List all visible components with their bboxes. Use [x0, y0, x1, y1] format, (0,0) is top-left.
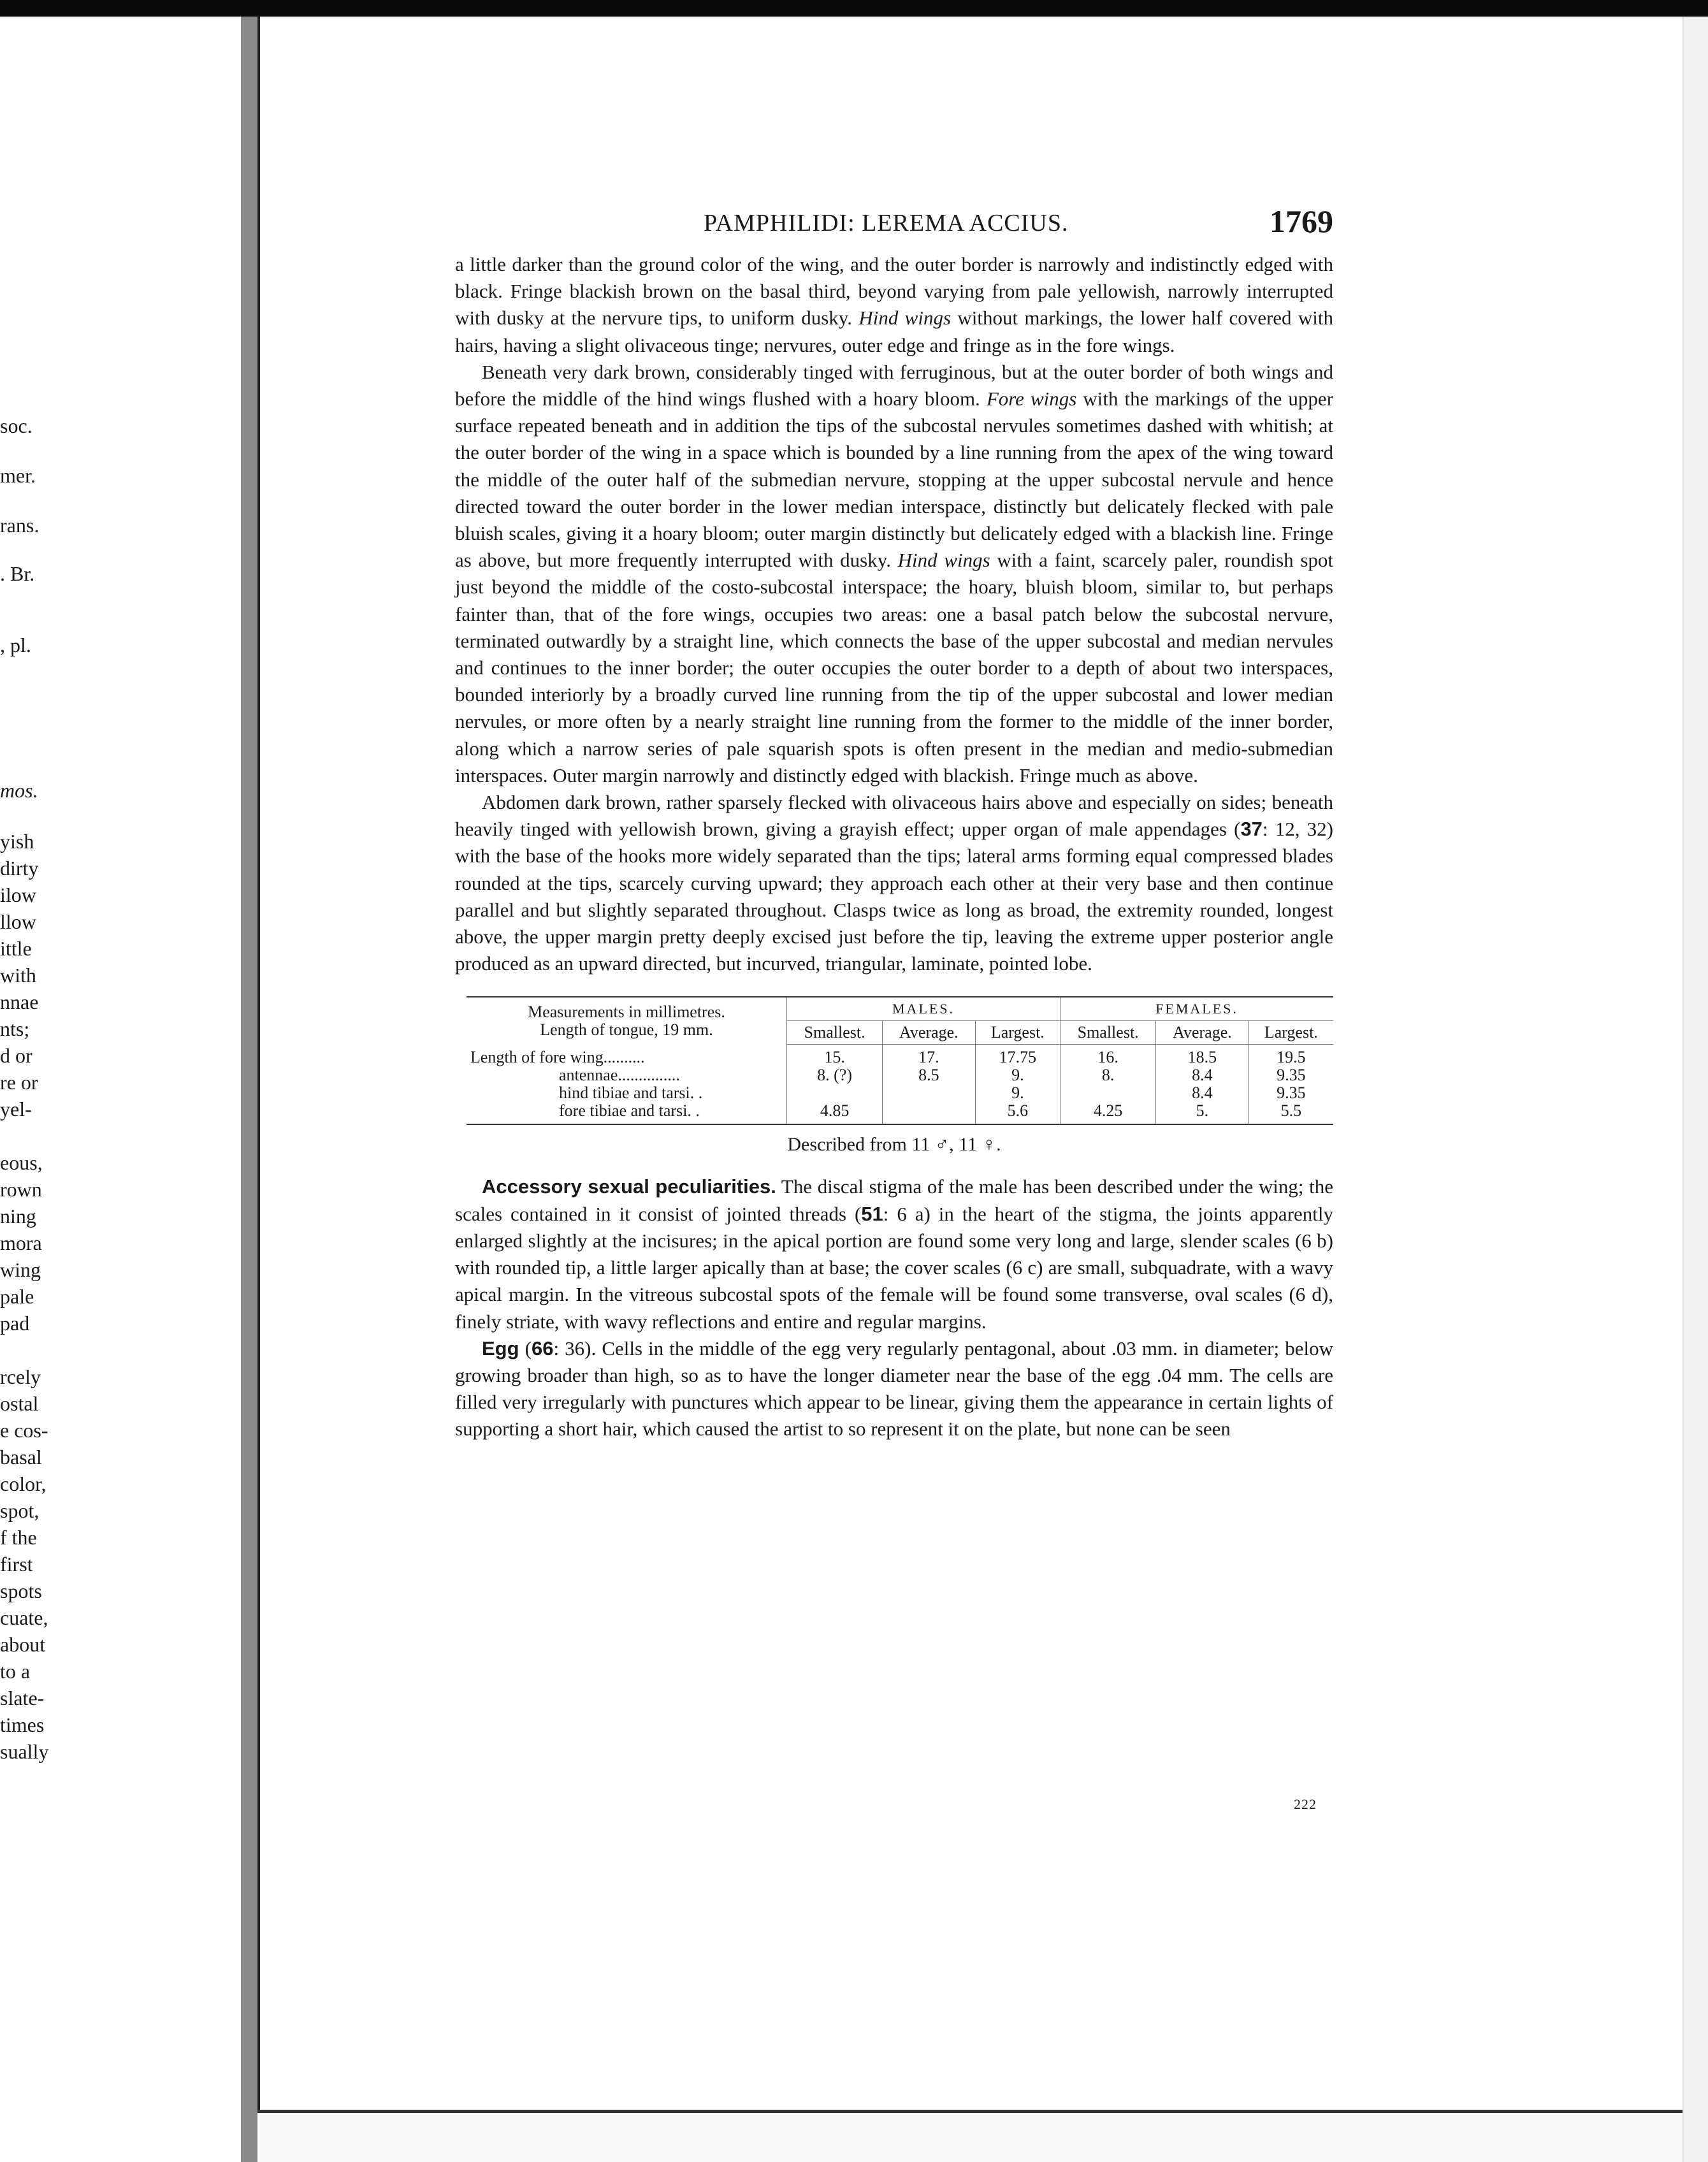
page-content — [455, 203, 1333, 1443]
prev-line: pale — [0, 1285, 34, 1308]
prev-line: first — [0, 1553, 33, 1576]
table-heading: Measurements in millimetres. Length of tongue, 19 mm. — [528, 1003, 725, 1040]
col-header: Largest. — [1248, 1021, 1333, 1045]
plate-reference: 51 — [861, 1202, 883, 1225]
table-row: fore tibiae and tarsi. . 4.85 5.6 4.25 5. 5.5 — [467, 1102, 1333, 1124]
prev-line: yish — [0, 830, 34, 853]
prev-line: basal — [0, 1446, 42, 1469]
prev-line: nnae — [0, 990, 39, 1013]
prev-line: f the — [0, 1526, 37, 1549]
prev-line: mos. — [0, 779, 38, 802]
table-row: antennae............... 8. (?) 8.5 9. 8. 8.4 9.35 — [467, 1066, 1333, 1084]
page-number: 1769 — [1270, 203, 1333, 239]
prev-line: soc. — [0, 414, 33, 437]
prev-line: ittle — [0, 937, 32, 960]
running-title: PAMPHILIDI: LEREMA ACCIUS. — [704, 210, 1069, 236]
prev-line: rown — [0, 1178, 42, 1201]
section-heading: Accessory sexual peculiarities. — [482, 1175, 776, 1198]
running-header — [455, 203, 1333, 251]
prev-line: re or — [0, 1071, 38, 1094]
prev-line: spot, — [0, 1499, 40, 1522]
females-header: FEMALES. — [1060, 998, 1333, 1021]
prev-line: rcely — [0, 1365, 41, 1388]
col-header: Smallest. — [1060, 1021, 1156, 1045]
prev-line: yel- — [0, 1098, 32, 1121]
paragraph-egg: Egg (66: 36). Cells in the middle of the egg very regularly pentagonal, about .03 mm. in diameter; below growing broader than high, so as to have the longer diameter near the base of the egg .04 mm. The cells are filled very irregularly with punctures which appear to be linear, giving them the appearance in certain lights of supporting a short hair, which caused the artist to so represent it on the plate, but none can be seen — [455, 1337, 1334, 1440]
scan-top-border — [0, 0, 1708, 17]
hind-wings-label: Hind wings — [858, 307, 952, 330]
prev-line: cuate, — [0, 1606, 48, 1629]
prev-line: ning — [0, 1205, 36, 1228]
page-edge-line — [257, 17, 260, 2162]
signature-mark: 222 — [1294, 1796, 1317, 1812]
prev-line: about — [0, 1633, 46, 1656]
prev-line: slate- — [0, 1687, 45, 1709]
prev-line: nts; — [0, 1017, 30, 1040]
prev-line: ostal — [0, 1392, 39, 1415]
section-heading: Egg — [482, 1337, 519, 1360]
col-header: Largest. — [975, 1021, 1060, 1045]
fore-wings-label: Fore wings — [986, 388, 1077, 410]
males-header: MALES. — [787, 998, 1060, 1021]
paragraph-beneath: Beneath very dark brown, considerably tinged with ferruginous, but at the outer border of both wings and before the middle of the hind wings flushed with a hoary bloom. Fore wings with the markings of the upper surface repeated beneath and in addition the tips of the subcostal nervules sometimes dashed with whitish; at the outer border of the wing in a space which is bounded by a line running from the apex of the wing toward the middle of the outer half of the submedian nervure, stopping at the upper subcostal nervule and hence directed toward the outer border in the lower median interspace, distinctly but delicately flecked with pale bluish scales, giving it a hoary bloom; outer margin distinctly but delicately edged with a blackish line. Fringe as above, but more frequently interrupted with dusky. Hind wings with a faint, scarcely paler, roundish spot just beyond the middle of the costo-subcostal interspace; the hoary, bluish bloom, similar to, but perhaps fainter than, that of the fore wings, occupies two areas: one a basal patch below the subcostal nervure, terminated outwardly by a straight line, which connects the base of the upper subcostal and median nervules and continues to the inner border; the outer occupies the outer border to a depth of about two interspaces, bounded interiorly by a broadly curved line running from the tip of the upper subcostal and lower median nervules, or more often by a nearly straight line running from the former to the middle of the inner border, along which a narrow series of pale squarish spots is often present in the median and medio-submedian interspaces. Outer margin narrowly and distinctly edged with blackish. Fringe much as above. — [455, 360, 1334, 787]
prev-line: llow — [0, 910, 36, 933]
prev-line: mora — [0, 1231, 42, 1254]
col-header: Smallest. — [787, 1021, 883, 1045]
prev-line: with — [0, 964, 36, 987]
prev-line: wing — [0, 1258, 41, 1281]
prev-line: sually — [0, 1740, 49, 1763]
prev-line: pad — [0, 1312, 30, 1335]
described-from-note: Described from 11 ♂, 11 ♀. — [787, 1134, 1001, 1156]
paragraph-abdomen: Abdomen dark brown, rather sparsely flecked with olivaceous hairs above and especially on sides; beneath heavily tinged with yellowish brown, giving a grayish effect; upper organ of male appendages (37: 12, 32) with the base of the hooks more widely separated than the tips; lateral arms forming equal compressed blades rounded at the tips, scarcely curving upward; they approach each other at their very base and then continue parallel and but slightly separated throughout. Clasps twice as long as broad, the extremity rounded, longest above, the upper margin pretty deeply excised just before the tip, leaving the extreme upper posterior angle produced as an upward directed, but incurved, triangular, laminate, pointed lobe. — [455, 791, 1333, 975]
prev-line: eous, — [0, 1151, 43, 1174]
prev-line: to a — [0, 1660, 31, 1683]
plate-reference: 37 — [1240, 818, 1263, 841]
prev-line: times — [0, 1713, 45, 1736]
prev-line: spots — [0, 1579, 42, 1602]
col-header: Average. — [1156, 1021, 1248, 1045]
paragraph-upper-surface: a little darker than the ground color of the wing, and the outer border is narrowly and indistinctly edged with black. Fringe blackish brown on the basal third, beyond varying from pale yellowish, narrowly interrupted with dusky at the nervure tips, to uniform dusky. Hind wings without markings, the lower half covered with hairs, having a slight olivaceous tinge; nervures, outer edge and fringe as in the fore wings. — [455, 253, 1333, 356]
prev-line: color, — [0, 1472, 47, 1495]
table-row: Length of fore wing.......... 15. 17. 17.75 16. 18.5 19.5 — [467, 1045, 1333, 1067]
prev-line: dirty — [0, 857, 39, 880]
right-margin-shadow — [1683, 17, 1708, 2162]
prev-line: . Br. — [0, 562, 35, 585]
paragraph-accessory-sexual: Accessory sexual peculiarities. The discal stigma of the male has been described under the wing; the scales contained in it consist of jointed threads (51: 6 a) in the heart of the stigma, the joints apparently enlarged slightly at the incisures; in the apical portion are found some very long and large, slender scales (6 b) with rounded tip, a little larger apically than at base; the cover scales (6 c) are small, subquadrate, with a wavy apical margin. In the vitreous subcostal spots of the female will be found some transverse, oval scales (6 d), finely striate, with wavy reflections and entire and regular margins. — [455, 1175, 1333, 1333]
prev-line: ilow — [0, 883, 36, 906]
binding-gutter — [241, 17, 257, 2162]
previous-page-fragment — [0, 0, 70, 2162]
hind-wings-label: Hind wings — [897, 549, 990, 572]
prev-line: mer. — [0, 464, 36, 487]
prev-line: , pl. — [0, 634, 31, 657]
measurements-table — [467, 996, 1333, 1125]
prev-line: e cos- — [0, 1419, 48, 1442]
prev-line: rans. — [0, 514, 40, 537]
plate-reference: 66 — [531, 1337, 554, 1360]
scan-bottom-margin — [257, 2113, 1683, 2162]
table-row: hind tibiae and tarsi. . 9. 8.4 9.35 — [467, 1084, 1333, 1102]
col-header: Average. — [883, 1021, 975, 1045]
prev-line: d or — [0, 1044, 33, 1067]
